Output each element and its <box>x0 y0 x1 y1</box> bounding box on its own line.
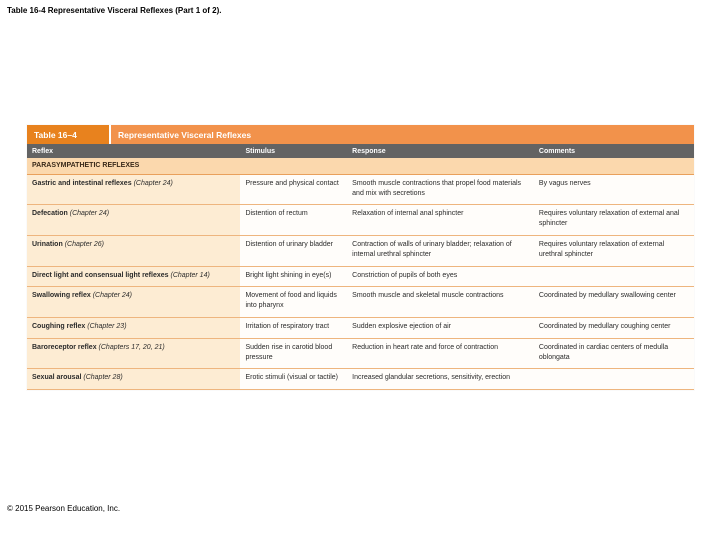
reflex-name: Urination <box>32 240 63 248</box>
comments-cell: Requires voluntary relaxation of external urethral sphincter <box>534 235 694 266</box>
table-row <box>27 287 694 318</box>
response-cell: Reduction in heart rate and force of contraction <box>347 338 534 369</box>
reflex-cell <box>27 235 240 266</box>
table-row <box>27 174 694 205</box>
column-header-row <box>27 144 694 158</box>
table-row <box>27 235 694 266</box>
stimulus-cell: Distention of rectum <box>240 205 347 236</box>
reflex-cell <box>27 317 240 338</box>
reflex-name: Coughing reflex <box>32 322 86 330</box>
page-title: Table 16-4 Representative Visceral Reflexes (Part 1 of 2). <box>7 6 222 15</box>
reflex-chapter: (Chapter 28) <box>83 374 123 382</box>
table-row <box>27 338 694 369</box>
reflex-chapter: (Chapter 24) <box>133 179 173 187</box>
table-row <box>27 369 694 390</box>
reflex-chapter: (Chapter 24) <box>92 292 132 300</box>
stimulus-cell: Bright light shining in eye(s) <box>240 266 347 287</box>
table-header-bar <box>27 125 694 144</box>
response-cell: Increased glandular secretions, sensitivity, erection <box>347 369 534 390</box>
reflex-cell <box>27 174 240 205</box>
reflex-chapter: (Chapter 24) <box>69 210 110 218</box>
reflex-table <box>27 144 694 390</box>
reflex-name: Direct light and consensual light reflexes <box>32 271 169 279</box>
reflex-name: Defecation <box>32 210 68 218</box>
reflex-name: Gastric and intestinal reflexes <box>32 179 132 187</box>
reflex-cell <box>27 369 240 390</box>
section-header: PARASYMPATHETIC REFLEXES <box>27 158 694 174</box>
comments-cell: Coordinated by medullary coughing center <box>534 317 694 338</box>
stimulus-cell: Movement of food and liquids into pharynx <box>240 287 347 318</box>
reflex-chapter: (Chapter 14) <box>170 271 210 279</box>
response-cell: Constriction of pupils of both eyes <box>347 266 534 287</box>
response-cell: Contraction of walls of urinary bladder; relaxation of internal urethral sphincter <box>347 235 534 266</box>
column-header-comments: Comments <box>534 144 694 158</box>
reflex-cell <box>27 205 240 236</box>
table-row <box>27 205 694 236</box>
reflex-chapter: (Chapter 23) <box>87 322 127 330</box>
comments-cell <box>534 369 694 390</box>
comments-cell: Coordinated by medullary swallowing center <box>534 287 694 318</box>
stimulus-cell: Distention of urinary bladder <box>240 235 347 266</box>
column-header-reflex: Reflex <box>27 144 240 158</box>
comments-cell: Coordinated in cardiac centers of medulla oblongata <box>534 338 694 369</box>
column-header-response: Response <box>347 144 534 158</box>
comments-cell <box>534 266 694 287</box>
reflex-chapter: (Chapters 17, 20, 21) <box>98 343 165 351</box>
stimulus-cell: Erotic stimuli (visual or tactile) <box>240 369 347 390</box>
table-row <box>27 317 694 338</box>
response-cell: Relaxation of internal anal sphincter <box>347 205 534 236</box>
table-label: Table 16–4 <box>27 125 111 144</box>
reflex-chapter: (Chapter 26) <box>64 240 104 248</box>
footer-copyright: © 2015 Pearson Education, Inc. <box>7 504 121 513</box>
table-body <box>27 174 694 389</box>
stimulus-cell: Pressure and physical contact <box>240 174 347 205</box>
stimulus-cell: Irritation of respiratory tract <box>240 317 347 338</box>
response-cell: Sudden explosive ejection of air <box>347 317 534 338</box>
reflex-name: Baroreceptor reflex <box>32 343 97 351</box>
reflex-name: Sexual arousal <box>32 374 82 382</box>
table-row <box>27 266 694 287</box>
visceral-reflexes-table <box>27 125 694 390</box>
response-cell: Smooth muscle contractions that propel food materials and mix with secretions <box>347 174 534 205</box>
reflex-cell <box>27 338 240 369</box>
comments-cell: Requires voluntary relaxation of external anal sphincter <box>534 205 694 236</box>
column-header-stimulus: Stimulus <box>240 144 347 158</box>
reflex-name: Swallowing reflex <box>32 292 91 300</box>
reflex-cell <box>27 266 240 287</box>
stimulus-cell: Sudden rise in carotid blood pressure <box>240 338 347 369</box>
table-heading: Representative Visceral Reflexes <box>111 125 694 144</box>
section-header-row <box>27 158 694 174</box>
response-cell: Smooth muscle and skeletal muscle contractions <box>347 287 534 318</box>
reflex-cell <box>27 287 240 318</box>
comments-cell: By vagus nerves <box>534 174 694 205</box>
